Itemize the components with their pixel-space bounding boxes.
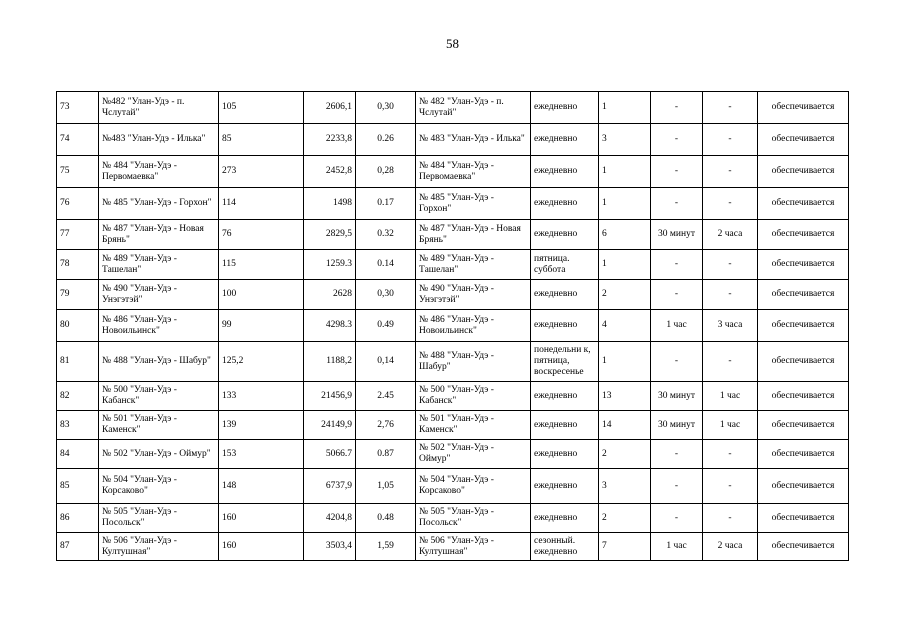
status-cell: обеспечивается xyxy=(758,469,849,504)
row-number-cell: 85 xyxy=(57,469,99,504)
value-b-cell: 0.26 xyxy=(356,124,416,156)
table-row xyxy=(57,382,849,411)
trips-count-cell: 1 xyxy=(599,342,651,382)
route-length-cell: 125,2 xyxy=(219,342,304,382)
interval-max-cell: - xyxy=(703,440,758,469)
route-length-cell: 100 xyxy=(219,280,304,310)
value-a-cell: 1498 xyxy=(304,188,356,220)
route-name-cell: № 490 "Улан-Удэ - Унэгэтэй" xyxy=(99,280,219,310)
trips-count-cell: 1 xyxy=(599,250,651,280)
value-b-cell: 2.45 xyxy=(356,382,416,411)
route-length-cell: 115 xyxy=(219,250,304,280)
route-name-repeat-cell: № 489 "Улан-Удэ - Ташелан" xyxy=(416,250,531,280)
row-number-cell: 87 xyxy=(57,533,99,561)
route-length-cell: 160 xyxy=(219,533,304,561)
schedule-cell: ежедневно xyxy=(531,156,599,188)
status-cell: обеспечивается xyxy=(758,504,849,533)
value-b-cell: 0.32 xyxy=(356,220,416,250)
value-a-cell: 2628 xyxy=(304,280,356,310)
value-b-cell: 1,59 xyxy=(356,533,416,561)
route-name-repeat-cell: № 482 "Улан-Удэ - п. Чслутай" xyxy=(416,92,531,124)
route-name-repeat-cell: № 505 "Улан-Удэ - Посольск" xyxy=(416,504,531,533)
table-row xyxy=(57,188,849,220)
trips-count-cell: 2 xyxy=(599,440,651,469)
trips-count-cell: 4 xyxy=(599,310,651,342)
route-name-cell: № 487 "Улан-Удэ - Новая Брянь" xyxy=(99,220,219,250)
value-b-cell: 0,28 xyxy=(356,156,416,188)
route-name-cell: № 484 "Улан-Удэ - Первомаевка" xyxy=(99,156,219,188)
route-name-repeat-cell: № 504 "Улан-Удэ - Корсаково" xyxy=(416,469,531,504)
route-name-repeat-cell: № 488 "Улан-Удэ - Шабур" xyxy=(416,342,531,382)
route-name-repeat-cell: № 490 "Улан-Удэ - Унэгэтэй" xyxy=(416,280,531,310)
route-name-cell: №483 "Улан-Удэ - Илька" xyxy=(99,124,219,156)
trips-count-cell: 2 xyxy=(599,504,651,533)
schedule-cell: понедельни к, пятница, воскресенье xyxy=(531,342,599,382)
status-cell: обеспечивается xyxy=(758,280,849,310)
trips-count-cell: 13 xyxy=(599,382,651,411)
route-length-cell: 76 xyxy=(219,220,304,250)
status-cell: обеспечивается xyxy=(758,220,849,250)
page-number: 58 xyxy=(446,36,459,51)
interval-min-cell: - xyxy=(651,250,703,280)
schedule-cell: ежедневно xyxy=(531,382,599,411)
route-length-cell: 160 xyxy=(219,504,304,533)
trips-count-cell: 3 xyxy=(599,469,651,504)
interval-max-cell: - xyxy=(703,469,758,504)
route-length-cell: 114 xyxy=(219,188,304,220)
schedule-cell: ежедневно xyxy=(531,124,599,156)
interval-max-cell: - xyxy=(703,92,758,124)
value-b-cell: 0,30 xyxy=(356,92,416,124)
interval-max-cell: 1 час xyxy=(703,382,758,411)
route-name-cell: № 504 "Улан-Удэ - Корсаково" xyxy=(99,469,219,504)
route-name-cell: № 505 "Улан-Удэ - Посольск" xyxy=(99,504,219,533)
row-number-cell: 74 xyxy=(57,124,99,156)
interval-max-cell: 3 часа xyxy=(703,310,758,342)
interval-max-cell: - xyxy=(703,280,758,310)
schedule-cell: сезонный. ежедневно xyxy=(531,533,599,561)
route-name-cell: № 485 "Улан-Удэ - Горхон" xyxy=(99,188,219,220)
value-a-cell: 2829,5 xyxy=(304,220,356,250)
interval-min-cell: - xyxy=(651,469,703,504)
interval-max-cell: - xyxy=(703,342,758,382)
interval-min-cell: - xyxy=(651,280,703,310)
schedule-cell: ежедневно xyxy=(531,310,599,342)
status-cell: обеспечивается xyxy=(758,411,849,440)
value-b-cell: 0.14 xyxy=(356,250,416,280)
interval-min-cell: 30 минут xyxy=(651,382,703,411)
route-name-repeat-cell: № 506 "Улан-Удэ - Култушная" xyxy=(416,533,531,561)
row-number-cell: 82 xyxy=(57,382,99,411)
route-name-cell: № 488 "Улан-Удэ - Шабур" xyxy=(99,342,219,382)
interval-max-cell: - xyxy=(703,156,758,188)
value-a-cell: 2452,8 xyxy=(304,156,356,188)
interval-min-cell: 1 час xyxy=(651,533,703,561)
route-name-cell: № 486 "Улан-Удэ - Новоильинск" xyxy=(99,310,219,342)
row-number-cell: 86 xyxy=(57,504,99,533)
route-name-cell: № 506 "Улан-Удэ - Култушная" xyxy=(99,533,219,561)
schedule-cell: ежедневно xyxy=(531,504,599,533)
schedule-cell: ежедневно xyxy=(531,188,599,220)
route-name-repeat-cell: № 487 "Улан-Удэ - Новая Брянь" xyxy=(416,220,531,250)
trips-count-cell: 2 xyxy=(599,280,651,310)
value-b-cell: 2,76 xyxy=(356,411,416,440)
status-cell: обеспечивается xyxy=(758,342,849,382)
route-length-cell: 99 xyxy=(219,310,304,342)
table-row xyxy=(57,440,849,469)
status-cell: обеспечивается xyxy=(758,250,849,280)
route-name-cell: № 501 "Улан-Удэ - Каменск" xyxy=(99,411,219,440)
route-name-cell: №482 "Улан-Удэ - п. Чслутай" xyxy=(99,92,219,124)
interval-max-cell: - xyxy=(703,188,758,220)
interval-max-cell: 2 часа xyxy=(703,220,758,250)
schedule-cell: ежедневно xyxy=(531,220,599,250)
interval-min-cell: - xyxy=(651,124,703,156)
interval-min-cell: - xyxy=(651,342,703,382)
value-a-cell: 3503,4 xyxy=(304,533,356,561)
route-length-cell: 105 xyxy=(219,92,304,124)
interval-min-cell: - xyxy=(651,92,703,124)
route-name-repeat-cell: № 501 "Улан-Удэ - Каменск" xyxy=(416,411,531,440)
value-a-cell: 5066.7 xyxy=(304,440,356,469)
table-row xyxy=(57,310,849,342)
status-cell: обеспечивается xyxy=(758,124,849,156)
schedule-cell: ежедневно xyxy=(531,469,599,504)
interval-max-cell: - xyxy=(703,124,758,156)
table-row xyxy=(57,220,849,250)
status-cell: обеспечивается xyxy=(758,188,849,220)
value-a-cell: 21456,9 xyxy=(304,382,356,411)
value-b-cell: 0,14 xyxy=(356,342,416,382)
interval-min-cell: 1 час xyxy=(651,310,703,342)
route-name-repeat-cell: № 484 "Улан-Удэ - Первомаевка" xyxy=(416,156,531,188)
route-name-cell: № 500 "Улан-Удэ - Кабанск" xyxy=(99,382,219,411)
row-number-cell: 77 xyxy=(57,220,99,250)
status-cell: обеспечивается xyxy=(758,382,849,411)
value-a-cell: 1259.3 xyxy=(304,250,356,280)
schedule-cell: ежедневно xyxy=(531,280,599,310)
value-a-cell: 1188,2 xyxy=(304,342,356,382)
route-name-repeat-cell: № 483 "Улан-Удэ - Илька" xyxy=(416,124,531,156)
row-number-cell: 79 xyxy=(57,280,99,310)
value-b-cell: 0.17 xyxy=(356,188,416,220)
row-number-cell: 80 xyxy=(57,310,99,342)
route-name-repeat-cell: № 486 "Улан-Удэ - Новоильинск" xyxy=(416,310,531,342)
row-number-cell: 84 xyxy=(57,440,99,469)
schedule-cell: пятница. суббота xyxy=(531,250,599,280)
routes-table-body xyxy=(57,92,849,561)
table-row xyxy=(57,92,849,124)
table-row xyxy=(57,280,849,310)
value-b-cell: 0.48 xyxy=(356,504,416,533)
row-number-cell: 78 xyxy=(57,250,99,280)
route-length-cell: 148 xyxy=(219,469,304,504)
route-name-repeat-cell: № 485 "Улан-Удэ - Горхон" xyxy=(416,188,531,220)
interval-min-cell: - xyxy=(651,440,703,469)
route-name-repeat-cell: № 502 "Улан-Удэ - Оймур" xyxy=(416,440,531,469)
interval-min-cell: - xyxy=(651,188,703,220)
table-row xyxy=(57,469,849,504)
routes-table xyxy=(56,91,849,561)
interval-min-cell: 30 минут xyxy=(651,411,703,440)
trips-count-cell: 14 xyxy=(599,411,651,440)
row-number-cell: 81 xyxy=(57,342,99,382)
trips-count-cell: 6 xyxy=(599,220,651,250)
route-length-cell: 153 xyxy=(219,440,304,469)
value-a-cell: 2233,8 xyxy=(304,124,356,156)
route-name-cell: № 502 "Улан-Удэ - Оймур" xyxy=(99,440,219,469)
table-row xyxy=(57,156,849,188)
value-a-cell: 4204,8 xyxy=(304,504,356,533)
table-row xyxy=(57,250,849,280)
value-a-cell: 4298.3 xyxy=(304,310,356,342)
row-number-cell: 75 xyxy=(57,156,99,188)
trips-count-cell: 1 xyxy=(599,92,651,124)
value-b-cell: 0,30 xyxy=(356,280,416,310)
interval-max-cell: - xyxy=(703,504,758,533)
value-a-cell: 24149,9 xyxy=(304,411,356,440)
table-row xyxy=(57,504,849,533)
route-length-cell: 273 xyxy=(219,156,304,188)
row-number-cell: 73 xyxy=(57,92,99,124)
value-a-cell: 6737,9 xyxy=(304,469,356,504)
value-b-cell: 0.49 xyxy=(356,310,416,342)
route-name-repeat-cell: № 500 "Улан-Удэ - Кабанск" xyxy=(416,382,531,411)
interval-min-cell: - xyxy=(651,156,703,188)
status-cell: обеспечивается xyxy=(758,533,849,561)
trips-count-cell: 7 xyxy=(599,533,651,561)
route-length-cell: 133 xyxy=(219,382,304,411)
status-cell: обеспечивается xyxy=(758,440,849,469)
table-row xyxy=(57,533,849,561)
value-a-cell: 2606,1 xyxy=(304,92,356,124)
route-name-cell: № 489 "Улан-Удэ - Ташелан" xyxy=(99,250,219,280)
interval-max-cell: 1 час xyxy=(703,411,758,440)
schedule-cell: ежедневно xyxy=(531,411,599,440)
table-row xyxy=(57,342,849,382)
trips-count-cell: 3 xyxy=(599,124,651,156)
route-length-cell: 85 xyxy=(219,124,304,156)
trips-count-cell: 1 xyxy=(599,188,651,220)
value-b-cell: 0.87 xyxy=(356,440,416,469)
interval-min-cell: 30 минут xyxy=(651,220,703,250)
table-row xyxy=(57,411,849,440)
table-row xyxy=(57,124,849,156)
schedule-cell: ежедневно xyxy=(531,92,599,124)
status-cell: обеспечивается xyxy=(758,310,849,342)
route-length-cell: 139 xyxy=(219,411,304,440)
schedule-cell: ежедневно xyxy=(531,440,599,469)
value-b-cell: 1,05 xyxy=(356,469,416,504)
row-number-cell: 83 xyxy=(57,411,99,440)
trips-count-cell: 1 xyxy=(599,156,651,188)
interval-max-cell: - xyxy=(703,250,758,280)
row-number-cell: 76 xyxy=(57,188,99,220)
status-cell: обеспечивается xyxy=(758,156,849,188)
interval-min-cell: - xyxy=(651,504,703,533)
interval-max-cell: 2 часа xyxy=(703,533,758,561)
status-cell: обеспечивается xyxy=(758,92,849,124)
